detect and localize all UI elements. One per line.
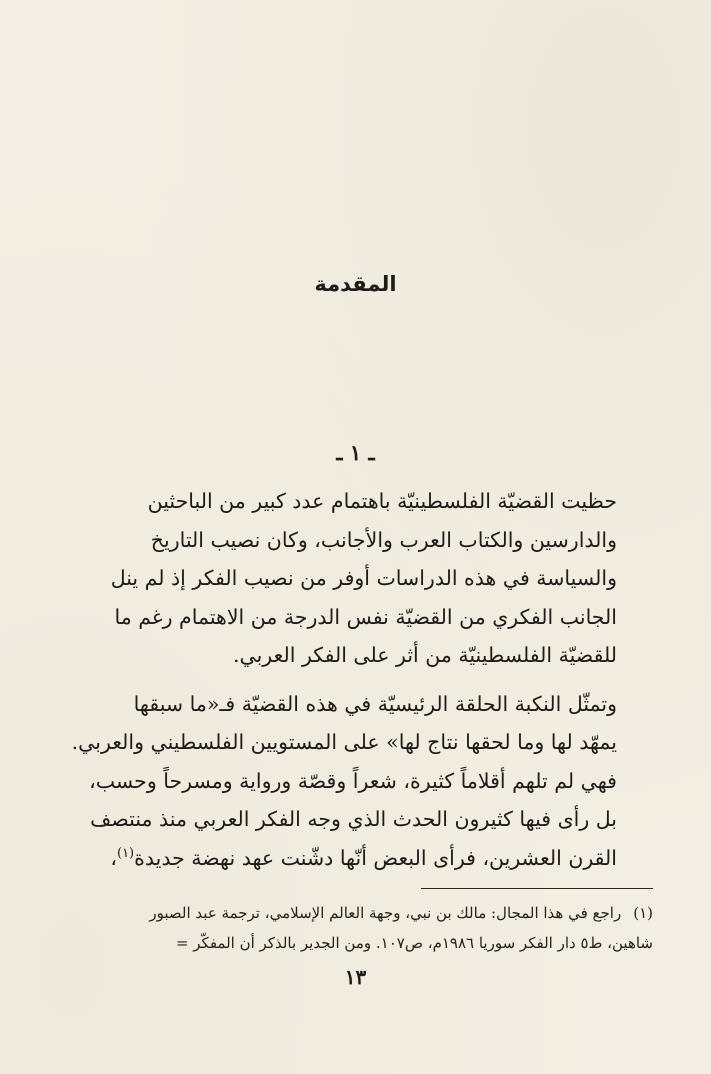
chapter-title: المقدمة	[314, 272, 397, 296]
text-line: للقضيّة الفلسطينيّة من أثر على الفكر العربي.	[232, 643, 617, 667]
text-line: يمهّد لها وما لحقها نتاج لها» على المستويين الفلسطيني والعربي.	[71, 730, 617, 754]
page-number: ١٣	[344, 965, 367, 989]
text-line: والسياسة في هذه الدراسات أوفر من نصيب الفكر إذ لم ينل	[110, 566, 617, 590]
paragraph-2	[65, 685, 653, 878]
text-line: حظيت القضيّة الفلسطينيّة باهتمام عدد كبير من الباحثين	[147, 489, 617, 513]
footnote-divider	[421, 888, 653, 889]
footnote-marker: (١)	[633, 904, 653, 922]
footnote-reference[interactable]: (١)	[116, 845, 135, 861]
footnote-text: راجع في هذا المجال: مالك بن نبي، وجهة العالم الإسلامي، ترجمة عبد الصبور	[149, 904, 622, 922]
text-line-content: القرن العشرين، فرأى البعض أنّها دشّنت عهد نهضة جديدة	[134, 845, 617, 870]
body-text	[65, 482, 653, 877]
text-line: وتمثّل النكبة الحلقة الرئيسيّة في هذه القضيّة فـ«ما سبقها	[133, 691, 617, 716]
footnote-line	[57, 898, 653, 928]
footnotes	[57, 898, 653, 958]
text-line-with-note	[65, 839, 653, 878]
paragraph-1	[65, 482, 653, 675]
trailing-punctuation: ،	[110, 845, 117, 870]
footnote-line: شاهين، ط٥ دار الفكر سوريا ١٩٨٦م، ص١٠٧. ومن الجدير بالذكر أن المفكّر =	[175, 934, 653, 952]
text-line: فهي لم تلهم أقلاماً كثيرة، شعراً وقصّة ورواية ومسرحاً وحسب،	[89, 768, 617, 793]
text-line: الجانب الفكري من القضيّة نفس الدرجة من الاهتمام رغم ما	[114, 604, 617, 629]
section-number: ـ ١ ـ	[336, 440, 375, 465]
text-line: بل رأى فيها كثيرون الحدث الذي وجه الفكر العربي منذ منتصف	[90, 807, 617, 831]
text-line: والدارسين والكتاب العرب والأجانب، وكان نصيب التاريخ	[150, 527, 617, 552]
